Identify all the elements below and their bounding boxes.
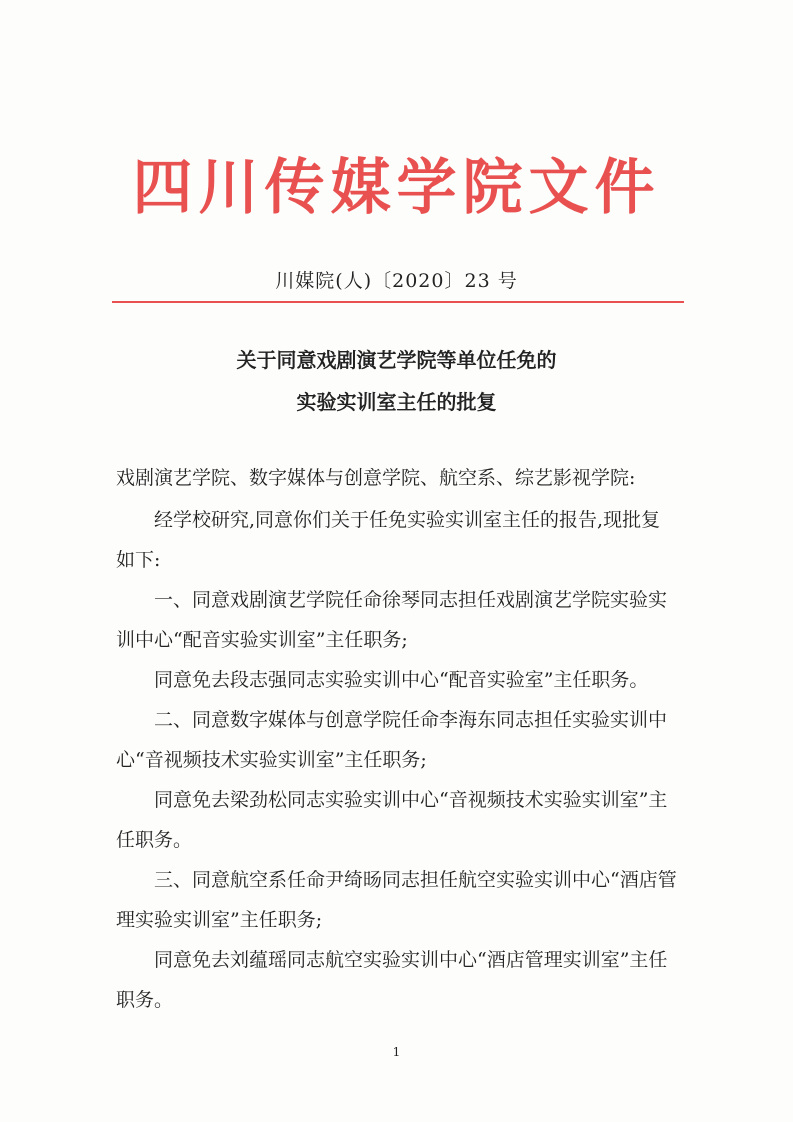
document-number: 川媒院(人)〔2020〕23 号 (275, 270, 518, 292)
item-3-appointment: 三、同意航空系任命尹绮旸同志担任航空实验实训中心“酒店管理实验实训室”主任职务; (116, 869, 677, 931)
subject-line-2: 实验实训室主任的批复 (296, 390, 497, 414)
item-1-appointment: 一、同意戏剧演艺学院任命徐琴同志担任戏剧演艺学院实验实训中心“配音实验实训室”主任职务; (116, 589, 668, 651)
document-subject (0, 339, 793, 423)
item-2-appointment: 二、同意数字媒体与创意学院任命李海东同志担任实验实训中心“音视频技术实验实训室”主任职务; (116, 709, 668, 771)
item-1-removal: 同意免去段志强同志实验实训中心“配音实验室”主任职务。 (154, 669, 649, 691)
intro-paragraph: 经学校研究,同意你们关于任免实验实训室主任的报告,现批复如下: (116, 509, 661, 571)
subject-line-1: 关于同意戏剧演艺学院等单位任免的 (236, 348, 557, 372)
addressee-line: 戏剧演艺学院、数字媒体与创意学院、航空系、综艺影视学院: (116, 467, 636, 489)
item-2-removal: 同意免去梁劲松同志实验实训中心“音视频技术实验实训室”主任职务。 (116, 789, 668, 851)
item-3-removal: 同意免去刘蕴瑶同志航空实验实训中心“酒店管理实训室”主任职务。 (116, 949, 668, 1011)
document-header-title: 四川传媒学院文件 (132, 153, 661, 223)
page-number: 1 (392, 1045, 401, 1059)
document-body (116, 500, 678, 1020)
header-divider (112, 301, 684, 303)
